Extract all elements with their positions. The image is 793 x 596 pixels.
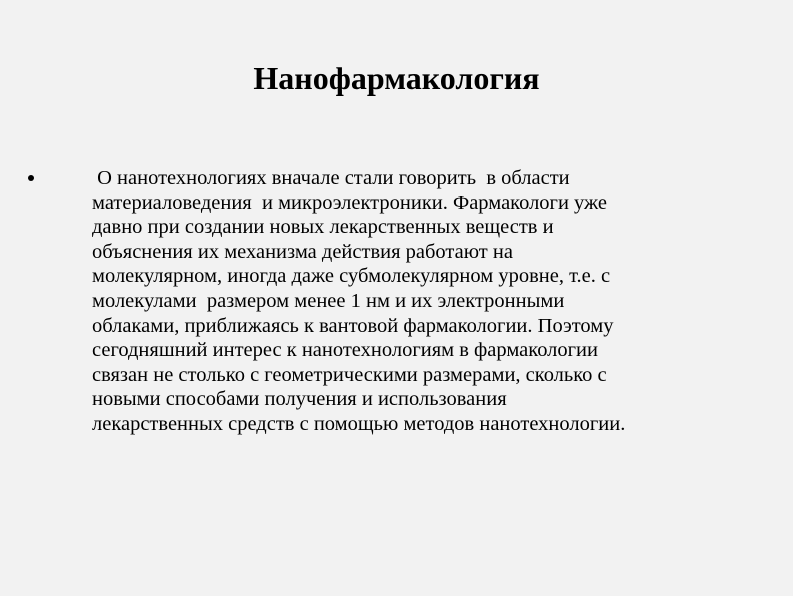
bullet-item — [28, 166, 748, 437]
bullet-dot-icon — [28, 175, 34, 181]
bullet-text-line: сегодняшний интерес к нанотехнологиям в фармакологии — [92, 339, 599, 362]
bullet-text-line: давно при создании новых лекарственных веществ и — [92, 216, 554, 239]
bullet-text-line: объяснения их механизма действия работают на — [92, 240, 513, 263]
bullet-text-line: молекулами размером менее 1 нм и их электронными — [92, 289, 565, 312]
bullet-text-line: О нанотехнологиях вначале стали говорить в области — [92, 167, 570, 189]
bullet-text-line: лекарственных средств с помощью методов нанотехнологии. — [92, 412, 626, 435]
bullet-text-line: облаками, приближаясь к вантовой фармакологии. Поэтому — [92, 314, 614, 337]
bullet-list — [28, 166, 748, 437]
bullet-text-line: новыми способами получения и использования — [92, 388, 507, 411]
bullet-text-line: молекулярном, иногда даже субмолекулярном уровне, т.е. с — [92, 265, 611, 288]
slide-title: Нанофармакология — [253, 60, 540, 96]
bullet-text-line: материаловедения и микроэлектроники. Фармакологи уже — [92, 191, 608, 214]
bullet-text-line: связан не столько с геометрическими размерами, сколько с — [92, 363, 607, 386]
